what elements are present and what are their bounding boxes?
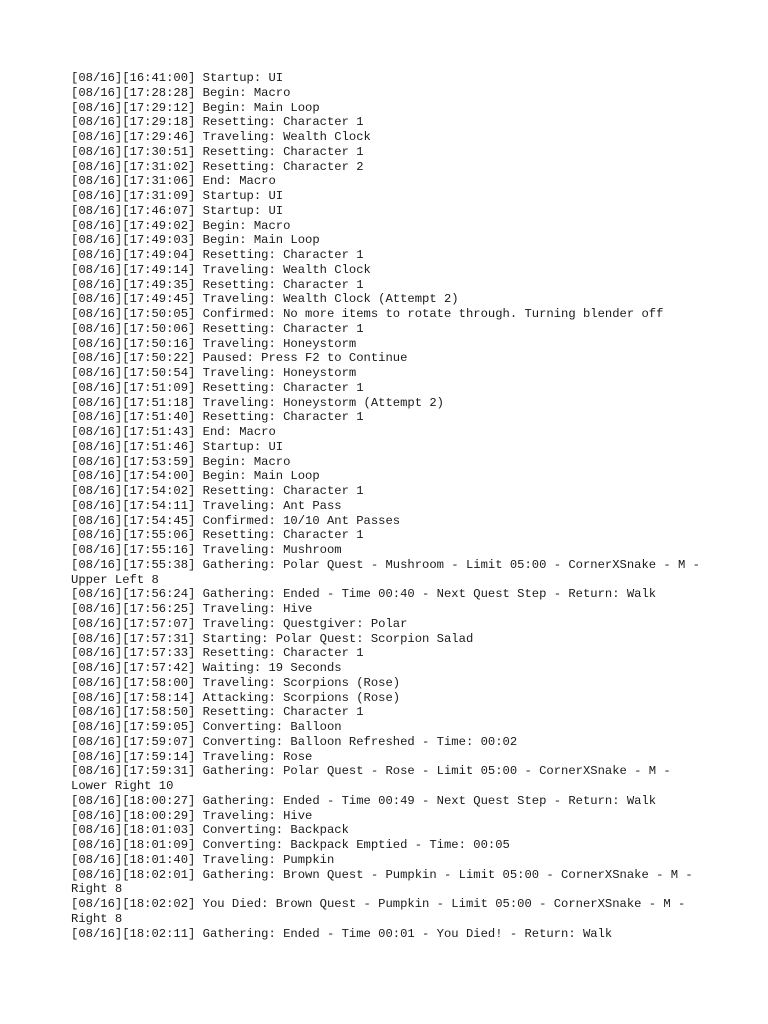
log-line: [08/16][17:49:14] Traveling: Wealth Clock (71, 262, 371, 277)
log-line: [08/16][17:51:43] End: Macro (71, 425, 276, 439)
log-line: [08/16][17:49:45] Traveling: Wealth Clock (Attempt 2) (71, 292, 459, 307)
log-line: [08/16][17:50:05] Confirmed: No more items to rotate through. Turning blender off (71, 307, 664, 321)
log-line: [08/16][17:55:16] Traveling: Mushroom (71, 543, 342, 557)
log-line: [08/16][17:28:28] Begin: Macro (71, 85, 291, 100)
log-line: [08/16][17:59:07] Converting: Balloon Refreshed - Time: 00:02 (71, 734, 518, 749)
log-line: [08/16][16:41:00] Startup: UI (71, 71, 284, 85)
log-line: [08/16][17:57:33] Resetting: Character 1 (71, 646, 364, 661)
log-line: [08/16][17:51:18] Traveling: Honeystorm (Attempt 2) (71, 395, 444, 410)
log-line: [08/16][18:01:40] Traveling: Pumpkin (71, 852, 335, 867)
log-line: [08/16][17:49:03] Begin: Main Loop (71, 233, 320, 248)
log-line: [08/16][18:01:09] Converting: Backpack Emptied - Time: 00:05 (71, 838, 510, 852)
log-line: [08/16][17:51:46] Startup: UI (71, 439, 284, 454)
log-line: [08/16][17:49:02] Begin: Macro (71, 218, 291, 233)
log-line: [08/16][17:59:14] Traveling: Rose (71, 749, 313, 764)
log-line: [08/16][17:59:05] Converting: Balloon (71, 720, 342, 734)
log-line: [08/16][17:58:50] Resetting: Character 1 (71, 705, 364, 720)
log-line: [08/16][18:00:27] Gathering: Ended - Time 00:49 - Next Quest Step - Return: Walk (71, 793, 657, 808)
log-line: [08/16][17:50:22] Paused: Press F2 to Continue (71, 351, 408, 366)
log-line: [08/16][17:54:00] Begin: Main Loop (71, 469, 320, 484)
log-line: [08/16][17:31:06] End: Macro (71, 174, 276, 189)
log-line: [08/16][17:29:46] Traveling: Wealth Clock (71, 130, 371, 144)
log-line: [08/16][17:50:06] Resetting: Character 1 (71, 321, 364, 336)
log-line: [08/16][17:54:11] Traveling: Ant Pass (71, 498, 342, 513)
log-line: [08/16][17:56:25] Traveling: Hive (71, 602, 313, 616)
log-line: [08/16][17:29:12] Begin: Main Loop (71, 100, 320, 115)
log-line: [08/16][17:54:02] Resetting: Character 1 (71, 484, 364, 498)
log-line: [08/16][17:31:09] Startup: UI (71, 189, 284, 203)
log-line: [08/16][17:31:02] Resetting: Character 2 (71, 159, 364, 174)
log-line: [08/16][17:56:24] Gathering: Ended - Time 00:40 - Next Quest Step - Return: Walk (71, 587, 657, 602)
log-line: [08/16][17:58:00] Traveling: Scorpions (Rose) (71, 675, 401, 690)
log-line: [08/16][18:02:11] Gathering: Ended - Time 00:01 - You Died! - Return: Walk (71, 926, 613, 941)
log-line: [08/16][17:53:59] Begin: Macro (71, 454, 291, 469)
log-line: [08/16][17:55:06] Resetting: Character 1 (71, 528, 364, 543)
log-line: [08/16][17:50:16] Traveling: Honeystorm (71, 336, 357, 351)
log-line: [08/16][17:57:31] Starting: Polar Quest: Scorpion Salad (71, 631, 474, 646)
log-line: [08/16][18:02:02] You Died: Brown Quest - Pumpkin - Limit 05:00 - CornerXSnake - M - Right 8 (71, 897, 693, 926)
log-line: [08/16][17:29:18] Resetting: Character 1 (71, 115, 364, 130)
log-line: [08/16][17:50:54] Traveling: Honeystorm (71, 366, 357, 380)
log-line: [08/16][18:02:01] Gathering: Brown Quest - Pumpkin - Limit 05:00 - CornerXSnake - M - Right 8 (71, 867, 700, 897)
log-line: [08/16][17:49:04] Resetting: Character 1 (71, 248, 364, 262)
log-line: [08/16][17:51:09] Resetting: Character 1 (71, 380, 364, 395)
log-line: [08/16][17:58:14] Attacking: Scorpions (Rose) (71, 690, 401, 705)
log-line: [08/16][17:54:45] Confirmed: 10/10 Ant Passes (71, 513, 401, 528)
log-line: [08/16][17:57:42] Waiting: 19 Seconds (71, 661, 342, 675)
log-document (71, 71, 708, 941)
log-line: [08/16][17:51:40] Resetting: Character 1 (71, 410, 364, 425)
log-line: [08/16][18:01:03] Converting: Backpack (71, 823, 349, 838)
log-line: [08/16][17:49:35] Resetting: Character 1 (71, 277, 364, 292)
log-line: [08/16][18:00:29] Traveling: Hive (71, 808, 313, 823)
log-line: [08/16][17:59:31] Gathering: Polar Quest - Rose - Limit 05:00 - CornerXSnake - M - Lower Right 10 (71, 764, 679, 793)
log-line: [08/16][17:55:38] Gathering: Polar Quest - Mushroom - Limit 05:00 - CornerXSnake - M - Upper Left 8 (71, 557, 708, 587)
log-line: [08/16][17:57:07] Traveling: Questgiver: Polar (71, 616, 408, 631)
log-line: [08/16][17:46:07] Startup: UI (71, 203, 284, 218)
log-line: [08/16][17:30:51] Resetting: Character 1 (71, 144, 364, 159)
